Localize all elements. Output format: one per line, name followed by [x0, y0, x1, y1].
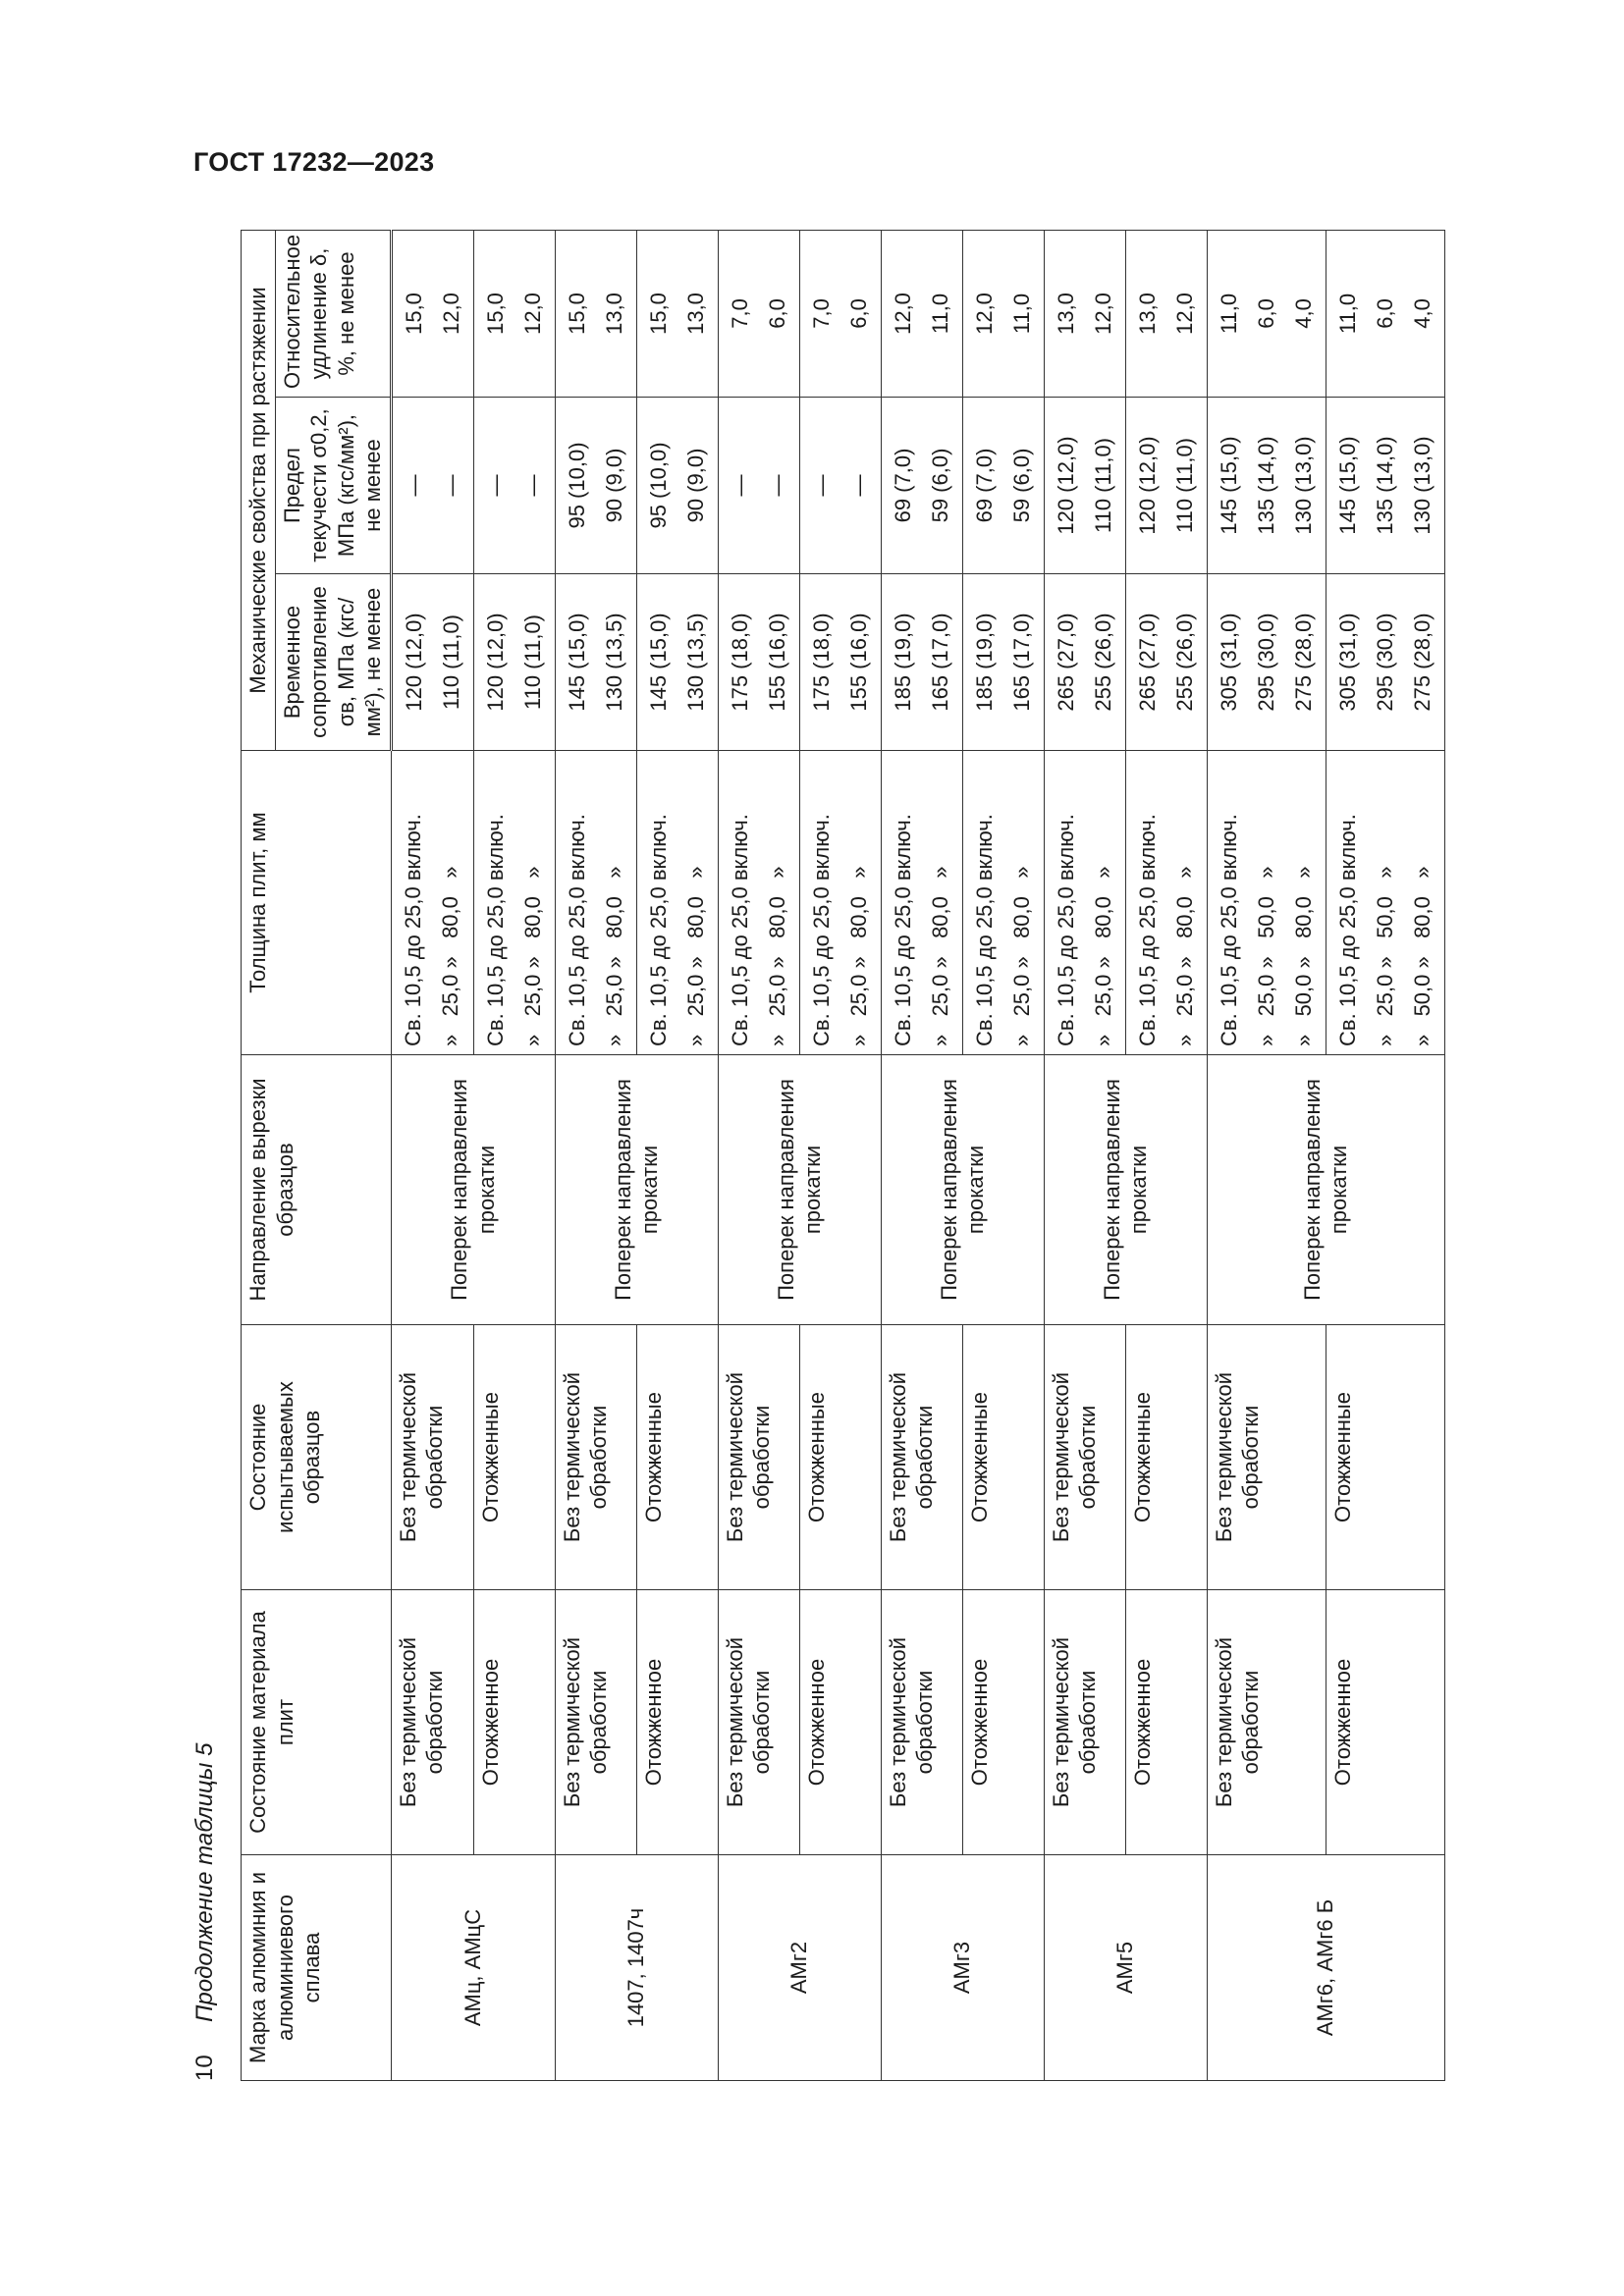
- tensile-line: 185 (19,0): [890, 613, 915, 712]
- thickness-line: Св. 10,5 до 25,0 включ.: [1216, 814, 1241, 1046]
- cell-elongation: [1326, 230, 1444, 397]
- col-header-elongation: Относительное удлинение δ, %, не менее: [275, 230, 391, 397]
- yield-line: —: [401, 474, 426, 497]
- tensile-line: 120 (12,0): [482, 613, 508, 712]
- thickness-line: » 25,0 » 80,0 »: [437, 866, 462, 1046]
- elongation-line: 7,0: [808, 298, 834, 329]
- yield-line: —: [808, 474, 834, 497]
- cell-thickness: [718, 751, 799, 1055]
- cell-plate-state: Отожженное: [799, 1590, 881, 1855]
- properties-table: [241, 230, 1445, 2081]
- cell-thickness: [473, 751, 555, 1055]
- tensile-line: 265 (27,0): [1134, 613, 1160, 712]
- cell-yield: [1207, 398, 1326, 574]
- elongation-line: 11,0: [1334, 293, 1360, 335]
- page-number: 10: [191, 2055, 218, 2081]
- cell-sample-state: Без термической обработки: [718, 1325, 799, 1590]
- cell-grade: АМг6, АМг6 Б: [1207, 1855, 1444, 2081]
- cell-sample-state: Отожженные: [962, 1325, 1044, 1590]
- col-header-plate-state: Состояние материала плит: [242, 1590, 392, 1855]
- col-header-tensile: Временное сопротивление σв, МПа (кгс/мм²), не менее: [275, 574, 391, 751]
- cell-sample-state: Без термической обработки: [391, 1325, 473, 1590]
- cell-cut-direction: Поперек направления прокатки: [881, 1055, 1044, 1325]
- cell-cut-direction: Поперек направления прокатки: [391, 1055, 555, 1325]
- col-header-mech-group: Механические свойства при растяжении: [242, 230, 276, 750]
- cell-grade: 1407, 1407ч: [555, 1855, 718, 2081]
- cell-thickness: [1044, 751, 1125, 1055]
- cell-cut-direction: Поперек направления прокатки: [1044, 1055, 1207, 1325]
- cell-elongation: [1207, 230, 1326, 397]
- thickness-line: » 25,0 » 50,0 »: [1253, 866, 1278, 1046]
- thickness-line: » 50,0 » 80,0 »: [1290, 866, 1316, 1046]
- cell-elongation: [799, 230, 881, 397]
- elongation-line: 13,0: [1053, 293, 1078, 335]
- tensile-line: 275 (28,0): [1409, 613, 1435, 712]
- elongation-line: 15,0: [482, 293, 508, 335]
- thickness-line: » 25,0 » 80,0 »: [682, 866, 708, 1046]
- thickness-line: Св. 10,5 до 25,0 включ.: [808, 814, 834, 1046]
- tensile-line: 165 (17,0): [1008, 613, 1034, 712]
- cell-cut-direction: Поперек направления прокатки: [1207, 1055, 1444, 1325]
- cell-tensile: [636, 574, 718, 751]
- thickness-line: Св. 10,5 до 25,0 включ.: [400, 814, 425, 1046]
- yield-line: 95 (10,0): [564, 442, 589, 529]
- tensile-line: 255 (26,0): [1090, 613, 1115, 712]
- tensile-line: 120 (12,0): [401, 613, 426, 712]
- cell-plate-state: Без термической обработки: [718, 1590, 799, 1855]
- cell-yield: [473, 398, 555, 574]
- cell-yield: [555, 398, 636, 574]
- thickness-line: Св. 10,5 до 25,0 включ.: [645, 814, 671, 1046]
- cell-elongation: [962, 230, 1044, 397]
- yield-line: 120 (12,0): [1053, 436, 1078, 535]
- elongation-line: 12,0: [519, 293, 545, 335]
- yield-line: 95 (10,0): [645, 442, 671, 529]
- tensile-line: 130 (13,5): [682, 613, 708, 712]
- thickness-line: » 25,0 » 80,0 »: [519, 866, 545, 1046]
- cell-yield: [1044, 398, 1125, 574]
- cell-yield: [881, 398, 962, 574]
- thickness-line: Св. 10,5 до 25,0 включ.: [564, 814, 589, 1046]
- cell-yield: [962, 398, 1044, 574]
- cell-elongation: [555, 230, 636, 397]
- elongation-line: 6,0: [1253, 298, 1278, 329]
- cell-thickness: [555, 751, 636, 1055]
- elongation-line: 11,0: [927, 293, 952, 335]
- table-continuation-caption: Продолжение таблицы 5: [191, 1742, 218, 2022]
- cell-sample-state: Отожженные: [636, 1325, 718, 1590]
- tensile-line: 305 (31,0): [1334, 613, 1360, 712]
- tensile-line: 295 (30,0): [1253, 613, 1278, 712]
- thickness-line: » 25,0 » 80,0 »: [764, 866, 789, 1046]
- table-row: [391, 230, 473, 2080]
- cell-elongation: [881, 230, 962, 397]
- yield-line: 130 (13,0): [1290, 436, 1316, 535]
- cell-thickness: [881, 751, 962, 1055]
- cell-tensile: [1207, 574, 1326, 751]
- cell-tensile: [881, 574, 962, 751]
- cell-plate-state: Отожженное: [962, 1590, 1044, 1855]
- col-header-grade: Марка алюминия и алюминиевого сплава: [242, 1855, 392, 2081]
- tensile-line: 165 (17,0): [927, 613, 952, 712]
- cell-elongation: [1125, 230, 1207, 397]
- cell-yield: [636, 398, 718, 574]
- yield-line: —: [482, 474, 508, 497]
- cell-plate-state: Отожженное: [1326, 1590, 1444, 1855]
- tensile-line: 155 (16,0): [845, 613, 871, 712]
- cell-sample-state: Отожженные: [473, 1325, 555, 1590]
- tensile-line: 175 (18,0): [808, 613, 834, 712]
- elongation-line: 12,0: [1171, 293, 1197, 335]
- cell-grade: АМг3: [881, 1855, 1044, 2081]
- cell-tensile: [1326, 574, 1444, 751]
- yield-line: 110 (11,0): [1090, 437, 1115, 534]
- elongation-line: 12,0: [971, 293, 997, 335]
- elongation-line: 11,0: [1008, 293, 1034, 335]
- thickness-line: » 25,0 » 80,0 »: [845, 866, 871, 1046]
- cell-thickness: [636, 751, 718, 1055]
- cell-tensile: [718, 574, 799, 751]
- elongation-line: 13,0: [601, 293, 626, 335]
- cell-elongation: [473, 230, 555, 397]
- cell-sample-state: Без термической обработки: [1044, 1325, 1125, 1590]
- table-row: [1044, 230, 1125, 2080]
- cell-yield: [1125, 398, 1207, 574]
- cell-yield: [1326, 398, 1444, 574]
- tensile-line: 145 (15,0): [645, 613, 671, 712]
- yield-line: —: [519, 474, 545, 497]
- thickness-line: » 25,0 » 50,0 »: [1372, 866, 1397, 1046]
- cell-plate-state: Отожженное: [473, 1590, 555, 1855]
- yield-line: 145 (15,0): [1334, 436, 1360, 535]
- elongation-line: 13,0: [682, 293, 708, 335]
- yield-line: —: [727, 474, 752, 497]
- yield-line: 59 (6,0): [927, 448, 952, 523]
- yield-line: 110 (11,0): [1171, 437, 1197, 534]
- thickness-line: » 25,0 » 80,0 »: [1090, 866, 1115, 1046]
- cell-tensile: [473, 574, 555, 751]
- cell-yield: [391, 398, 473, 574]
- cell-plate-state: Без термической обработки: [555, 1590, 636, 1855]
- cell-sample-state: Отожженные: [1125, 1325, 1207, 1590]
- tensile-line: 275 (28,0): [1290, 613, 1316, 712]
- elongation-line: 12,0: [890, 293, 915, 335]
- cell-yield: [718, 398, 799, 574]
- elongation-line: 4,0: [1409, 298, 1435, 329]
- yield-line: —: [438, 474, 463, 497]
- cell-thickness: [1326, 751, 1444, 1055]
- col-header-cut-direction: Направление вырезки образцов: [242, 1055, 392, 1325]
- thickness-line: » 25,0 » 80,0 »: [1008, 866, 1034, 1046]
- col-header-yield: Предел текучести σ0,2, МПа (кгс/мм²), не менее: [275, 398, 391, 574]
- tensile-line: 265 (27,0): [1053, 613, 1078, 712]
- elongation-line: 11,0: [1216, 293, 1241, 335]
- tensile-line: 145 (15,0): [564, 613, 589, 712]
- thickness-line: » 25,0 » 80,0 »: [601, 866, 626, 1046]
- thickness-line: Св. 10,5 до 25,0 включ.: [1334, 814, 1360, 1046]
- yield-line: 135 (14,0): [1372, 436, 1397, 535]
- yield-line: 69 (7,0): [890, 448, 915, 523]
- rotated-table-wrapper: [241, 231, 1502, 2081]
- table-row: [555, 230, 636, 2080]
- cell-thickness: [1207, 751, 1326, 1055]
- tensile-line: 185 (19,0): [971, 613, 997, 712]
- elongation-line: 15,0: [401, 293, 426, 335]
- tensile-line: 175 (18,0): [727, 613, 752, 712]
- thickness-line: Св. 10,5 до 25,0 включ.: [890, 814, 915, 1046]
- cell-grade: АМг5: [1044, 1855, 1207, 2081]
- cell-sample-state: Без термической обработки: [1207, 1325, 1326, 1590]
- col-header-sample-state: Состояние испытываемых образцов: [242, 1325, 392, 1590]
- tensile-line: 110 (11,0): [519, 614, 545, 711]
- tensile-line: 110 (11,0): [438, 614, 463, 711]
- tensile-line: 305 (31,0): [1216, 613, 1241, 712]
- yield-line: 69 (7,0): [971, 448, 997, 523]
- yield-line: 135 (14,0): [1253, 436, 1278, 535]
- cell-sample-state: Отожженные: [799, 1325, 881, 1590]
- cell-elongation: [1044, 230, 1125, 397]
- elongation-line: 6,0: [764, 298, 789, 329]
- cell-cut-direction: Поперек направления прокатки: [555, 1055, 718, 1325]
- cell-plate-state: Без термической обработки: [881, 1590, 962, 1855]
- tensile-line: 295 (30,0): [1372, 613, 1397, 712]
- table-row: [718, 230, 799, 2080]
- yield-line: 59 (6,0): [1008, 448, 1034, 523]
- cell-thickness: [391, 751, 473, 1055]
- cell-grade: АМц, АМцС: [391, 1855, 555, 2081]
- table-row: [881, 230, 962, 2080]
- elongation-line: 12,0: [1090, 293, 1115, 335]
- cell-thickness: [962, 751, 1044, 1055]
- yield-line: —: [845, 474, 871, 497]
- cell-elongation: [718, 230, 799, 397]
- col-header-thickness: Толщина плит, мм: [242, 751, 392, 1055]
- thickness-line: » 50,0 » 80,0 »: [1409, 866, 1435, 1046]
- cell-plate-state: Отожженное: [1125, 1590, 1207, 1855]
- thickness-line: Св. 10,5 до 25,0 включ.: [971, 814, 997, 1046]
- header-row-1: [242, 230, 276, 2080]
- elongation-line: 4,0: [1290, 298, 1316, 329]
- elongation-line: 7,0: [727, 298, 752, 329]
- cell-yield: [799, 398, 881, 574]
- cell-grade: АМг2: [718, 1855, 881, 2081]
- cell-plate-state: Без термической обработки: [1044, 1590, 1125, 1855]
- cell-tensile: [555, 574, 636, 751]
- table-body: [391, 230, 1444, 2080]
- yield-line: 90 (9,0): [682, 448, 708, 523]
- thickness-line: Св. 10,5 до 25,0 включ.: [1053, 814, 1078, 1046]
- elongation-line: 12,0: [438, 293, 463, 335]
- cell-cut-direction: Поперек направления прокатки: [718, 1055, 881, 1325]
- elongation-line: 15,0: [564, 293, 589, 335]
- thickness-line: Св. 10,5 до 25,0 включ.: [482, 814, 508, 1046]
- cell-thickness: [799, 751, 881, 1055]
- yield-line: 130 (13,0): [1409, 436, 1435, 535]
- cell-sample-state: Без термической обработки: [555, 1325, 636, 1590]
- cell-plate-state: Без термической обработки: [391, 1590, 473, 1855]
- document-header: ГОСТ 17232—2023: [193, 147, 435, 177]
- cell-plate-state: Без термической обработки: [1207, 1590, 1326, 1855]
- thickness-line: » 25,0 » 80,0 »: [927, 866, 952, 1046]
- cell-elongation: [636, 230, 718, 397]
- thickness-line: Св. 10,5 до 25,0 включ.: [727, 814, 752, 1046]
- yield-line: 145 (15,0): [1216, 436, 1241, 535]
- thickness-line: Св. 10,5 до 25,0 включ.: [1134, 814, 1160, 1046]
- elongation-line: 6,0: [845, 298, 871, 329]
- thickness-line: » 25,0 » 80,0 »: [1171, 866, 1197, 1046]
- cell-sample-state: Без термической обработки: [881, 1325, 962, 1590]
- cell-sample-state: Отожженные: [1326, 1325, 1444, 1590]
- cell-thickness: [1125, 751, 1207, 1055]
- yield-line: 90 (9,0): [601, 448, 626, 523]
- yield-line: 120 (12,0): [1134, 436, 1160, 535]
- table-row: [1207, 230, 1326, 2080]
- cell-elongation: [391, 230, 473, 397]
- yield-line: —: [764, 474, 789, 497]
- cell-plate-state: Отожженное: [636, 1590, 718, 1855]
- cell-tensile: [1044, 574, 1125, 751]
- cell-tensile: [799, 574, 881, 751]
- elongation-line: 13,0: [1134, 293, 1160, 335]
- tensile-line: 255 (26,0): [1171, 613, 1197, 712]
- cell-tensile: [1125, 574, 1207, 751]
- tensile-line: 155 (16,0): [764, 613, 789, 712]
- cell-tensile: [962, 574, 1044, 751]
- tensile-line: 130 (13,5): [601, 613, 626, 712]
- elongation-line: 6,0: [1372, 298, 1397, 329]
- cell-tensile: [391, 574, 473, 751]
- elongation-line: 15,0: [645, 293, 671, 335]
